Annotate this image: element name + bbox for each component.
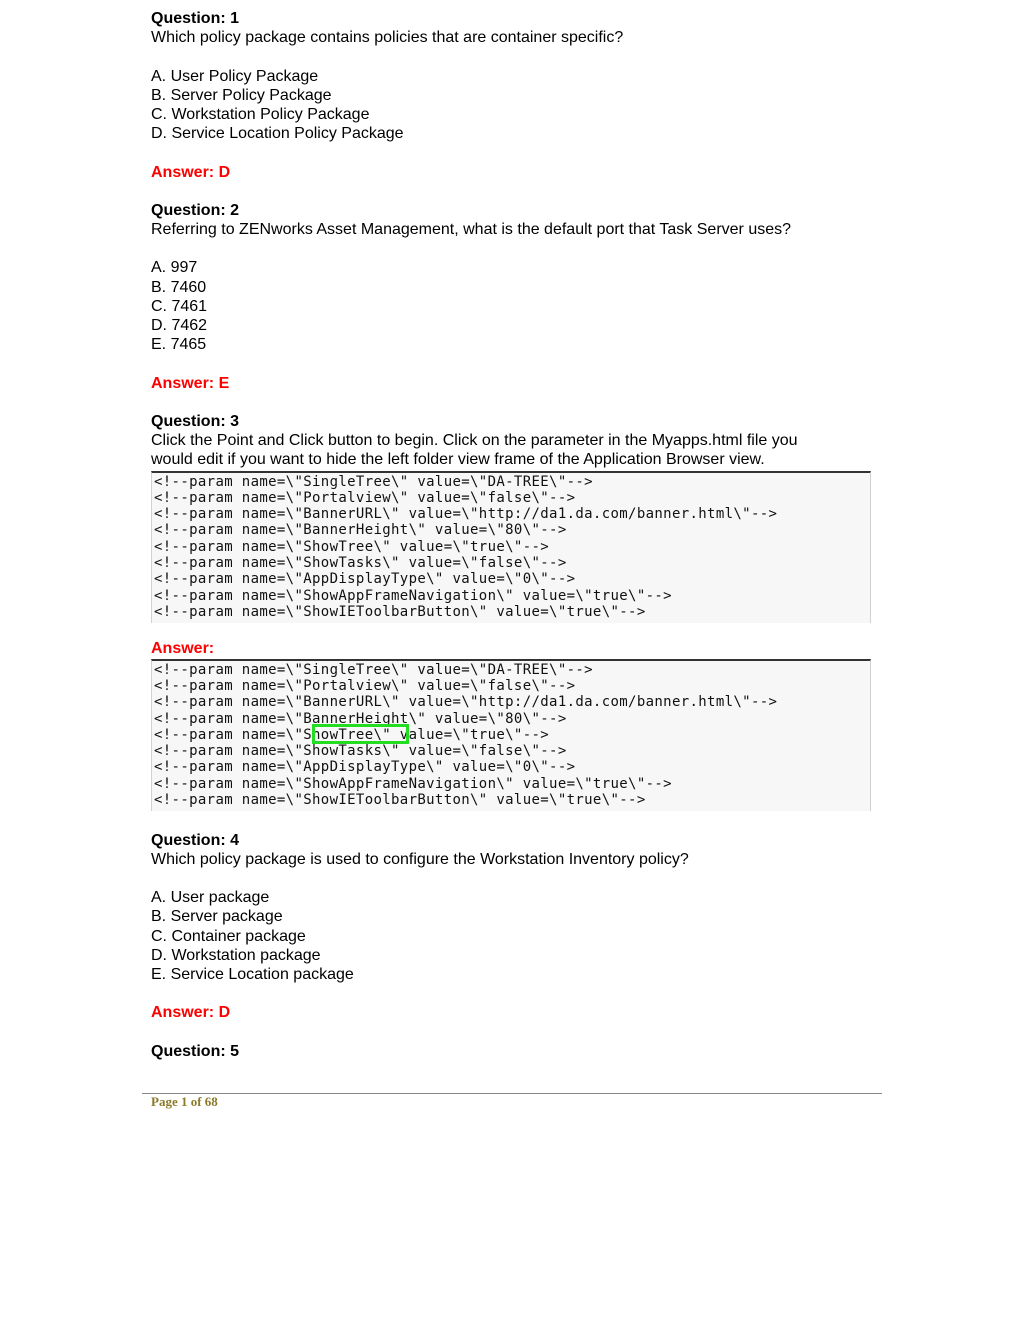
- answer-code-line-show-tree: <!--param name=\"ShowTree\" value=\"true\"-->: [154, 726, 550, 743]
- question-4-option-e: E. Service Location package: [151, 966, 354, 983]
- footer-divider: [142, 1093, 882, 1094]
- question-2-option-a: A. 997: [151, 259, 198, 277]
- question-1-option-c: C. Workstation Policy Package: [151, 105, 370, 123]
- question-3-answer: Answer:: [151, 639, 215, 657]
- answer-code-line-app-display-type: <!--param name=\"AppDisplayType\" value=\"0\"-->: [154, 759, 576, 776]
- answer-highlight-box: [312, 724, 409, 744]
- answer-code-line-portal-view: <!--param name=\"Portalview\" value=\"false\"-->: [154, 677, 576, 694]
- question-4-option-b: B. Server package: [151, 908, 283, 926]
- answer-code-line-show-tasks: <!--param name=\"ShowTasks\" value=\"false\"-->: [154, 743, 567, 760]
- question-4-option-c: C. Container package: [151, 927, 306, 945]
- question-2-answer: Answer: E: [151, 374, 230, 392]
- answer-code-line-show-ie-toolbar-button: <!--param name=\"ShowIEToolbarButton\" value=\"true\"-->: [154, 792, 646, 809]
- code-line-app-display-type[interactable]: <!--param name=\"AppDisplayType\" value=\"0\"-->: [154, 571, 576, 588]
- answer-code-line-banner-url: <!--param name=\"BannerURL\" value=\"http://da1.da.com/banner.html\"-->: [154, 694, 778, 711]
- question-1-header: Question: 1: [151, 10, 240, 27]
- code-line-show-app-frame-navigation[interactable]: <!--param name=\"ShowAppFrameNavigation\" value=\"true\"-->: [154, 587, 672, 604]
- question-3-code-exhibit[interactable]: [151, 471, 871, 623]
- question-4-answer: Answer: D: [151, 1004, 231, 1022]
- question-1-option-d: D. Service Location Policy Package: [151, 125, 404, 143]
- question-5-header: Question: 5: [151, 1042, 240, 1060]
- question-1-option-b: B. Server Policy Package: [151, 86, 332, 104]
- question-2-header: Question: 2: [151, 201, 240, 219]
- question-3-text-line-2: would edit if you want to hide the left folder view frame of the Application Browser view.: [151, 451, 765, 469]
- question-1-answer: Answer: D: [151, 163, 231, 181]
- question-2-option-c: C. 7461: [151, 297, 208, 315]
- question-2-option-e: E. 7465: [151, 336, 207, 354]
- question-4-option-a: A. User package: [151, 889, 270, 907]
- page-number: Page 1 of 68: [151, 1094, 218, 1109]
- code-line-banner-url[interactable]: <!--param name=\"BannerURL\" value=\"http://da1.da.com/banner.html\"-->: [154, 506, 778, 523]
- question-4-option-d: D. Workstation package: [151, 946, 321, 964]
- code-line-portal-view[interactable]: <!--param name=\"Portalview\" value=\"false\"-->: [154, 489, 576, 506]
- question-1-option-a: A. User Policy Package: [151, 67, 319, 85]
- code-line-show-tasks[interactable]: <!--param name=\"ShowTasks\" value=\"false\"-->: [154, 554, 567, 571]
- question-2-text: Referring to ZENworks Asset Management, what is the default port that Task Server uses?: [151, 221, 792, 239]
- question-2-option-d: D. 7462: [151, 317, 208, 334]
- question-2-option-b: B. 7460: [151, 278, 207, 296]
- code-line-show-ie-toolbar-button[interactable]: <!--param name=\"ShowIEToolbarButton\" value=\"true\"-->: [154, 603, 646, 620]
- answer-code-line-show-app-frame-navigation: <!--param name=\"ShowAppFrameNavigation\" value=\"true\"-->: [154, 775, 672, 792]
- answer-code-line-single-tree: <!--param name=\"SingleTree\" value=\"DA-TREE\"-->: [154, 661, 593, 678]
- question-3-text-line-1: Click the Point and Click button to begin. Click on the parameter in the Myapps.html file you: [151, 432, 798, 450]
- question-4-header: Question: 4: [151, 831, 240, 849]
- document-page: [151, 9, 873, 1061]
- question-3-answer-exhibit: [151, 659, 871, 811]
- question-1-text: Which policy package contains policies that are container specific?: [151, 29, 624, 47]
- answer-code-line-banner-height: <!--param name=\"BannerHeight\" value=\"80\"-->: [154, 710, 567, 727]
- code-line-single-tree[interactable]: <!--param name=\"SingleTree\" value=\"DA-TREE\"-->: [154, 473, 593, 490]
- code-line-banner-height[interactable]: <!--param name=\"BannerHeight\" value=\"80\"-->: [154, 522, 567, 539]
- question-4-text: Which policy package is used to configure the Workstation Inventory policy?: [151, 850, 689, 868]
- code-line-show-tree[interactable]: <!--param name=\"ShowTree\" value=\"true\"-->: [154, 538, 550, 555]
- question-3-header: Question: 3: [151, 412, 240, 430]
